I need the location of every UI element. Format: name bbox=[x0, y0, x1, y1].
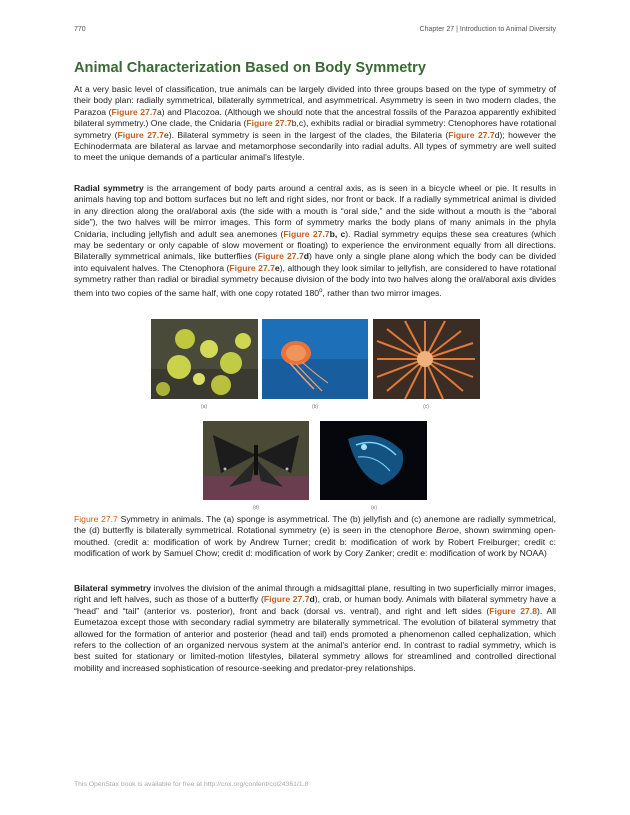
figure-photo-sponge bbox=[151, 319, 258, 399]
subfigure-label-e: (e) bbox=[370, 505, 378, 511]
butterfly-image bbox=[203, 421, 309, 500]
page-header bbox=[74, 26, 556, 38]
paragraph-intro: At a very basic level of classification, true animals can be largely divided into three groups based on the type of symmetry of their body plan: radially symmetrical, bilaterally symmetrical, and asymmetrical. Asymmetry is seen in two modern clades, the Parazoa (Figure 27.7a) and Placozoa. (Although we should note that the ancestral fossils of the Parazoa apparently exhibited bilateral symmetry.) One clade, the Cnidaria (Figure 27.7b,c), exhibits radial or biradial symmetry: Ctenophores have rotational symmetry (Figure 27.7e). Bilateral symmetry is seen in the largest of the clades, the Bilateria (Figure 27.7d); however the Echinodermata are bilateral as larvae and metamorphose secondarily into radial adults. All types of symmetry are well suited to meet the unique demands of a particular animal's lifestyle. bbox=[74, 84, 557, 163]
figure-photo-ctenophore bbox=[320, 421, 427, 500]
figure-link[interactable]: Figure 27.7 bbox=[111, 106, 158, 117]
figure-link[interactable]: Figure 27.7 bbox=[117, 129, 164, 140]
subfigure-label-b: (b) bbox=[311, 404, 319, 410]
subfigure-label-c: (c) bbox=[423, 404, 429, 410]
figure-photo-butterfly bbox=[203, 421, 309, 500]
subfigure-label-d: (d) bbox=[252, 505, 260, 511]
figure-photo-jellyfish bbox=[262, 319, 368, 399]
figure-link[interactable]: Figure 27.7 bbox=[283, 228, 330, 239]
figure-link[interactable]: Figure 27.7 bbox=[246, 118, 292, 129]
figure-link[interactable]: Figure 27.8 bbox=[489, 605, 537, 616]
paragraph-bilateral-symmetry: Bilateral symmetry involves the division of the animal through a midsagittal plane, resulting in two superficially mirror images, right and left halves, such as those of a butterfly (Figure 27.7d), crab, or human body. Animals with bilateral symmetry have a “head” and “tail” (anterior vs. posterior), front and back (dorsal vs. ventral), and right and left sides (Figure 27.8). All Eumetazoa except those with secondary radial symmetry are bilaterally symmetrical. The evolution of bilateral symmetry that allowed for the formation of anterior and posterior (head and tail) ends promoted a phenomenon called cephalization, which refers to the collection of an organized nervous system at the animal's anterior end. In contrast to radial symmetry, which is best suited for stationary or limited-motion lifestyles, bilateral symmetry allows for streamlined and controlled directional mobility and increased sophistication of resource-seeking and predator-prey relationships. bbox=[74, 583, 557, 673]
sponge-image bbox=[151, 319, 258, 399]
figure-photo-anemone bbox=[373, 319, 480, 399]
anemone-image bbox=[373, 319, 480, 399]
term-bilateral-symmetry: Bilateral symmetry bbox=[74, 583, 152, 593]
paragraph-radial-symmetry: Radial symmetry is the arrangement of body parts around a central axis, as is seen in a bicycle wheel or pie. It results in animals having top and bottom surfaces but no left and right sides, nor front or back. If a radially symmetrical animal is divided in any direction along the oral/aboral axis (the side with a mouth is “oral side,” and the side without a mouth is the “aboral side”), the two halves will be mirror images. This form of symmetry marks the body plans of many animals in the phyla Cnidaria, including jellyfish and adult sea anemones (Figure 27.7b, c). Radial symmetry equips these sea creatures (which may be sedentary or only capable of slow movement or floating) to experience the environment equally from all directions. Bilaterally symmetrical animals, like butterflies (Figure 27.7d) have only a single plane along which the body can be divided into equivalent halves. The Ctenophora (Figure 27.7e), although they look similar to jellyfish, are considered to have rotational symmetry rather than radial or biradial symmetry because division of the body into two halves along the oral/aboral axis divides them into two copies of the same half, with one copy rotated 180$^o$, rather than two mirror images. bbox=[74, 183, 556, 298]
figure-caption-label: Figure 27.7 bbox=[74, 514, 118, 524]
section-title: Animal Characterization Based on Body Symmetry bbox=[74, 60, 426, 76]
term-radial-symmetry: Radial symmetry bbox=[74, 183, 144, 193]
ctenophore-image bbox=[320, 421, 427, 500]
figure-link[interactable]: Figure 27.7 bbox=[229, 262, 275, 273]
page-number: 770 bbox=[74, 26, 86, 33]
figure-link[interactable]: Figure 27.7 bbox=[263, 594, 310, 605]
figure-caption: Figure 27.7 Symmetry in animals. The (a) sponge is asymmetrical. The (b) jellyfish and (c) anemone are radially symmetrical, the (d) butterfly is bilaterally symmetrical. Rotational symmetry (e) is seen in the ctenophore Beroe, shown swimming open-mouthed. (credit a: modification of work by Andrew Turner; credit b: modification of work by Robert Freiburger; credit c: modification of work by Samuel Chow; credit d: modification of work by Cory Zanker; credit e: modification of work by NOAA) bbox=[74, 514, 556, 559]
figure-link[interactable]: Figure 27.7 bbox=[448, 129, 495, 140]
subfigure-label-a: (a) bbox=[200, 404, 208, 410]
chapter-title: Chapter 27 | Introduction to Animal Diversity bbox=[419, 26, 556, 33]
figure-link[interactable]: Figure 27.7 bbox=[257, 251, 304, 262]
page-footer: This OpenStax book is available for free at http://cnx.org/content/col24361/1.8 bbox=[74, 781, 309, 788]
jellyfish-image bbox=[262, 319, 368, 399]
